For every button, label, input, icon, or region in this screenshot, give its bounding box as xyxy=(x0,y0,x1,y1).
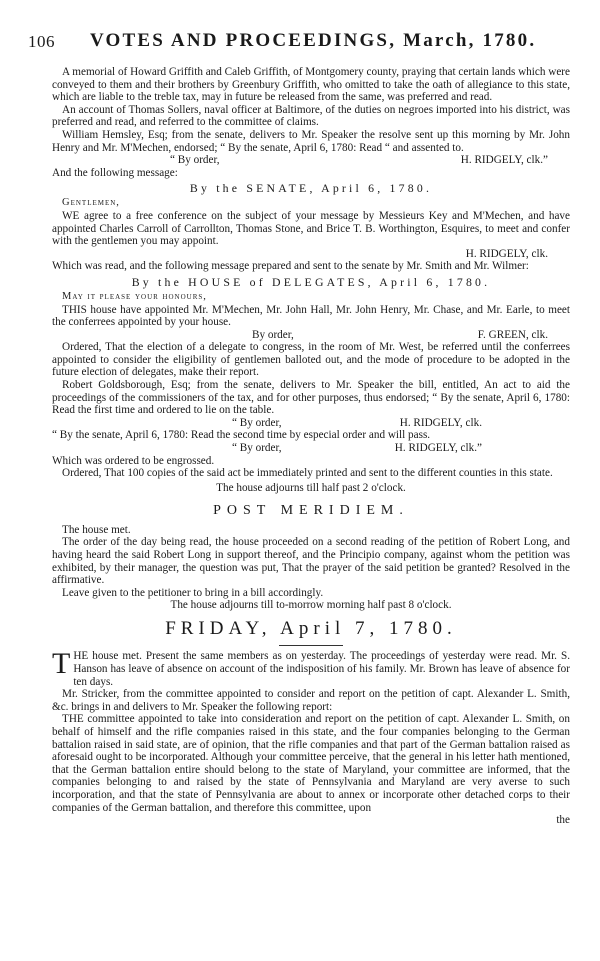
clerk-signature: F. GREEN, clk. xyxy=(477,328,548,341)
page-body xyxy=(52,66,570,827)
drop-cap: T xyxy=(52,647,71,681)
signature-line xyxy=(52,329,570,342)
paragraph-engrossed: Which was ordered to be engrossed. xyxy=(52,454,215,467)
house-salutation: May it please your honours, xyxy=(62,290,207,302)
signature-line xyxy=(52,417,570,430)
by-order: “ By order, xyxy=(232,416,282,429)
signature-line xyxy=(52,248,570,261)
adjournment-note: The house adjourns till to-morrow morning half past 8 o'clock. xyxy=(170,599,452,612)
paragraph-leave-given: Leave given to the petitioner to bring in a bill accordingly. xyxy=(62,586,324,599)
page-number: 106 xyxy=(28,32,55,51)
paragraph-read: Which was read, and the following message prepared and sent to the senate by Mr. Smith and Mr. Wilmer: xyxy=(52,260,529,273)
paragraph-second-reading: “ By the senate, April 6, 1780: Read the second time by especial order and will pass. xyxy=(52,429,431,442)
clerk-signature: H. RIDGELY, clk. xyxy=(399,416,482,429)
clerk-signature: H. RIDGELY, clk.” xyxy=(460,154,548,167)
paragraph-friday-opening: HE house met. Present the same members as on yesterday. The proceedings of yesterday were read. Mr. S. Hanson has leave of absence on account of the indisposition of his family. Mr. Brown has leave of absence for ten days. xyxy=(73,650,570,688)
post-meridiem-heading: POST MERIDIEM. xyxy=(213,502,409,518)
clerk-signature: H. RIDGELY, clk. xyxy=(465,247,548,260)
signature-line xyxy=(52,442,570,455)
paragraph-goldsborough: Robert Goldsborough, Esq; from the senate, delivers to Mr. Speaker the bill, entitled, An act to aid the proceedings of the commissioners of the tax, and for other purposes, thus endorsed; “ By the senate, April 6, 1780: Read the first time and ordered to lie on the table. xyxy=(52,379,570,417)
clerk-signature: H. RIDGELY, clk.” xyxy=(394,442,482,455)
senate-salutation: Gentlemen, xyxy=(62,197,120,209)
paragraph-sollers: An account of Thomas Sollers, naval officer at Baltimore, of the duties on negroes imported into his district, was preferred and read, and referred to the committee of claims. xyxy=(52,103,570,129)
adjournment-note: The house adjourns till half past 2 o'clock. xyxy=(216,481,406,494)
paragraph-house-met: The house met. xyxy=(62,523,131,536)
friday-heading: FRIDAY, April 7, 1780. xyxy=(165,618,457,640)
by-order: “ By order, xyxy=(232,442,282,455)
friday-opening xyxy=(52,647,570,688)
paragraph-stricker: Mr. Stricker, from the committee appointed to consider and report on the petition of capt. Alexander L. Smith, &c. brings in and delivers to Mr. Speaker the following report: xyxy=(52,688,570,713)
paragraph-hemsley: William Hemsley, Esq; from the senate, delivers to Mr. Speaker the resolve sent up this morning by Mr. John Henry and Mr. M'Mechen, endorsed; “ By the senate, April 6, 1780: Read “ and assented to. xyxy=(52,128,570,154)
paragraph-long-petition: The order of the day being read, the house proceeded on a second reading of the petition of Robert Long, and having heard the said Robert Long in support thereof, and the Principio company, against whom the petition was exhibited, by their manager, the question was put, That the prayer of the said petition be granted? Resolved in the affirmative. xyxy=(52,536,570,587)
catchword: the xyxy=(556,814,570,827)
signature-line xyxy=(52,154,570,167)
paragraph-following: And the following message: xyxy=(52,166,178,179)
page-header xyxy=(28,30,578,54)
senate-message-heading: By the SENATE, April 6, 1780. xyxy=(189,181,433,196)
divider xyxy=(279,645,343,646)
by-order: By order, xyxy=(252,328,294,341)
senate-message-text: WE agree to a free conference on the subject of your message by Messieurs Key and M'Mechen, and have appointed Charles Carroll of Carrollton, Thomas Stone, and Brice T. B. Worthington, Esquires, to meet and confer with the gentlemen you may appoint. xyxy=(52,209,570,248)
paragraph-ordered-copies: Ordered, That 100 copies of the said act be immediately printed and sent to the different counties in this state. xyxy=(62,467,553,480)
paragraph-memorial: A memorial of Howard Griffith and Caleb Griffith, of Montgomery county, praying that certain lands which were conveyed to them and their brothers by Greenbury Griffith, who omitted to take the oath of allegiance to this state, which are liable to the treble tax, may in future be released from the same, was preferred and read. xyxy=(52,66,570,104)
by-order: “ By order, xyxy=(170,154,220,167)
paragraph-ordered-election: Ordered, That the election of a delegate to congress, in the room of Mr. West, be referred until the conferrees appointed to consider the eligibility of gentlemen balloted out, and the mode of procedure to be adopted in the future election of delegates, make their report. xyxy=(52,341,570,379)
house-message-text: THIS house have appointed Mr. M'Mechen, Mr. John Hall, Mr. John Henry, Mr. Chase, and Mr. Earle, to meet the conferrees appointed by your house. xyxy=(52,303,570,329)
running-title: VOTES AND PROCEEDINGS, March, 1780. xyxy=(90,30,537,51)
house-message-heading: By the HOUSE of DELEGATES, April 6, 1780. xyxy=(131,274,491,289)
paragraph-committee-report: THE committee appointed to take into consideration and report on the petition of capt. Alexander L. Smith, on behalf of himself and the rifle companies raised in this state, and the four companies belonging to the German battalion raised in said state, are of opinion, that the rifle companies and that part of the German battalion raised as aforesaid ought to be incorporated. Although your committee perceive, that the general in his letter hath mentioned, that the German battalion entire should belong to the state of Maryland, your committee are informed, that the companies belonging to and raised by the state of Pennsylvania and Maryland are very averse to such incorporation, and that the state of Pennsylvania are about to annex or incorporate other detached corps to their companies of the German battalion, and therefore this committee, upon xyxy=(52,713,570,814)
